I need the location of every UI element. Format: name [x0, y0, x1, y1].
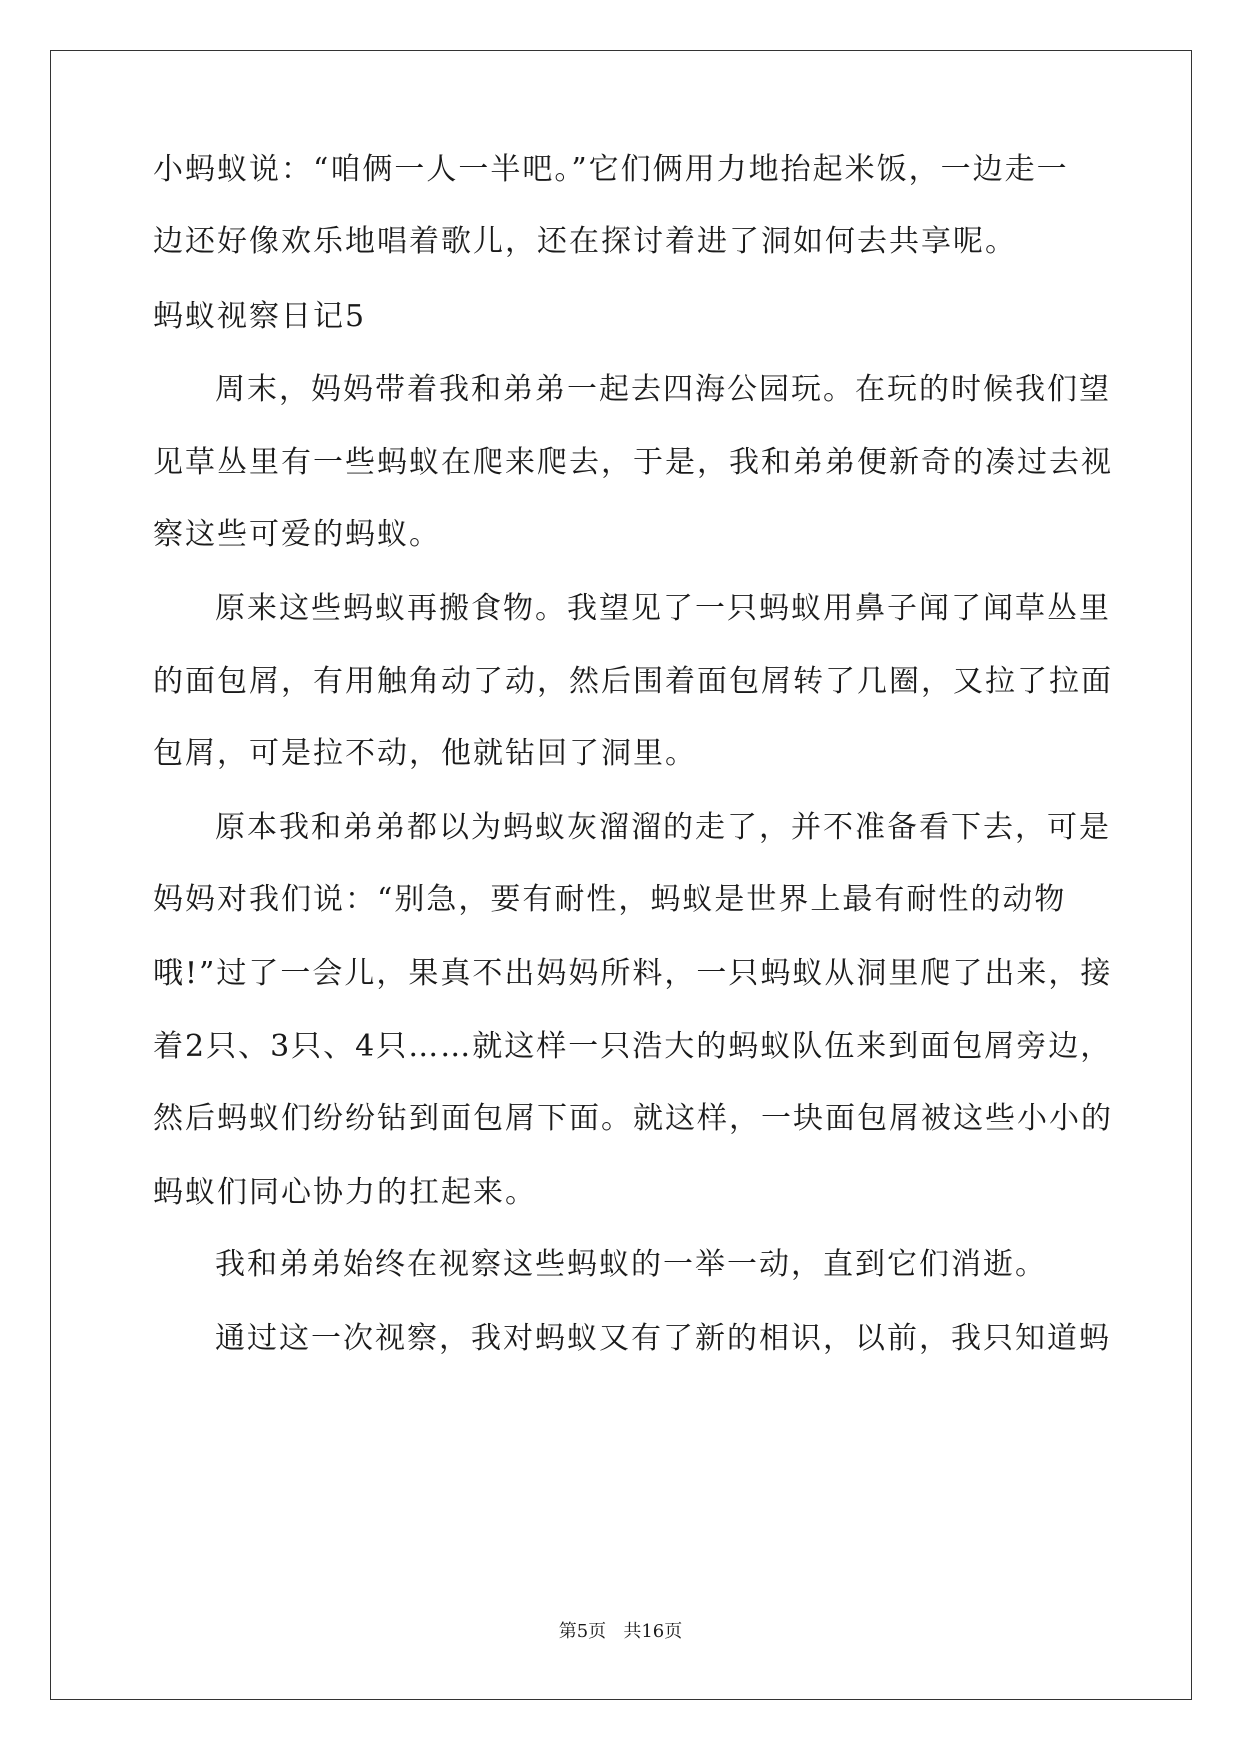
text-line: 周末，妈妈带着我和弟弟一起去四海公园玩。在玩的时候我们望 — [215, 372, 1111, 407]
text-line: 小蚂蚁说：“咱俩一人一半吧。”它们俩用力地抬起米饭，一边走一 — [153, 152, 1069, 187]
page-number: 第5页 共16页 — [558, 1621, 683, 1642]
text-line: 的面包屑，有用触角动了动，然后围着面包屑转了几圈，又拉了拉面 — [153, 664, 1113, 699]
section-heading: 蚂蚁视察日记5 — [153, 299, 367, 334]
text-line: 原来这些蚂蚁再搬食物。我望见了一只蚂蚁用鼻子闻了闻草丛里 — [215, 591, 1111, 626]
text-line: 哦!”过了一会儿，果真不出妈妈所料，一只蚂蚁从洞里爬了出来，接 — [153, 956, 1113, 991]
text-line: 着2只、3只、4只……就这样一只浩大的蚂蚁队伍来到面包屑旁边， — [153, 1029, 1113, 1064]
text-line: 妈妈对我们说：“别急，要有耐性，蚂蚁是世界上最有耐性的动物 — [153, 882, 1067, 917]
text-line: 我和弟弟始终在视察这些蚂蚁的一举一动，直到它们消逝。 — [215, 1247, 1047, 1282]
text-line: 蚂蚁们同心协力的扛起来。 — [153, 1175, 537, 1210]
text-line: 原本我和弟弟都以为蚂蚁灰溜溜的走了，并不准备看下去，可是 — [215, 810, 1111, 845]
text-line: 察这些可爱的蚂蚁。 — [153, 517, 441, 552]
text-line: 见草丛里有一些蚂蚁在爬来爬去，于是，我和弟弟便新奇的凑过去视 — [153, 445, 1113, 480]
text-line: 边还好像欢乐地唱着歌儿，还在探讨着进了洞如何去共享呢。 — [153, 224, 1017, 259]
text-line: 然后蚂蚁们纷纷钻到面包屑下面。就这样，一块面包屑被这些小小的 — [153, 1101, 1113, 1136]
text-line: 包屑，可是拉不动，他就钻回了洞里。 — [153, 736, 697, 771]
text-line: 通过这一次视察，我对蚂蚁又有了新的相识，以前，我只知道蚂 — [215, 1321, 1111, 1356]
